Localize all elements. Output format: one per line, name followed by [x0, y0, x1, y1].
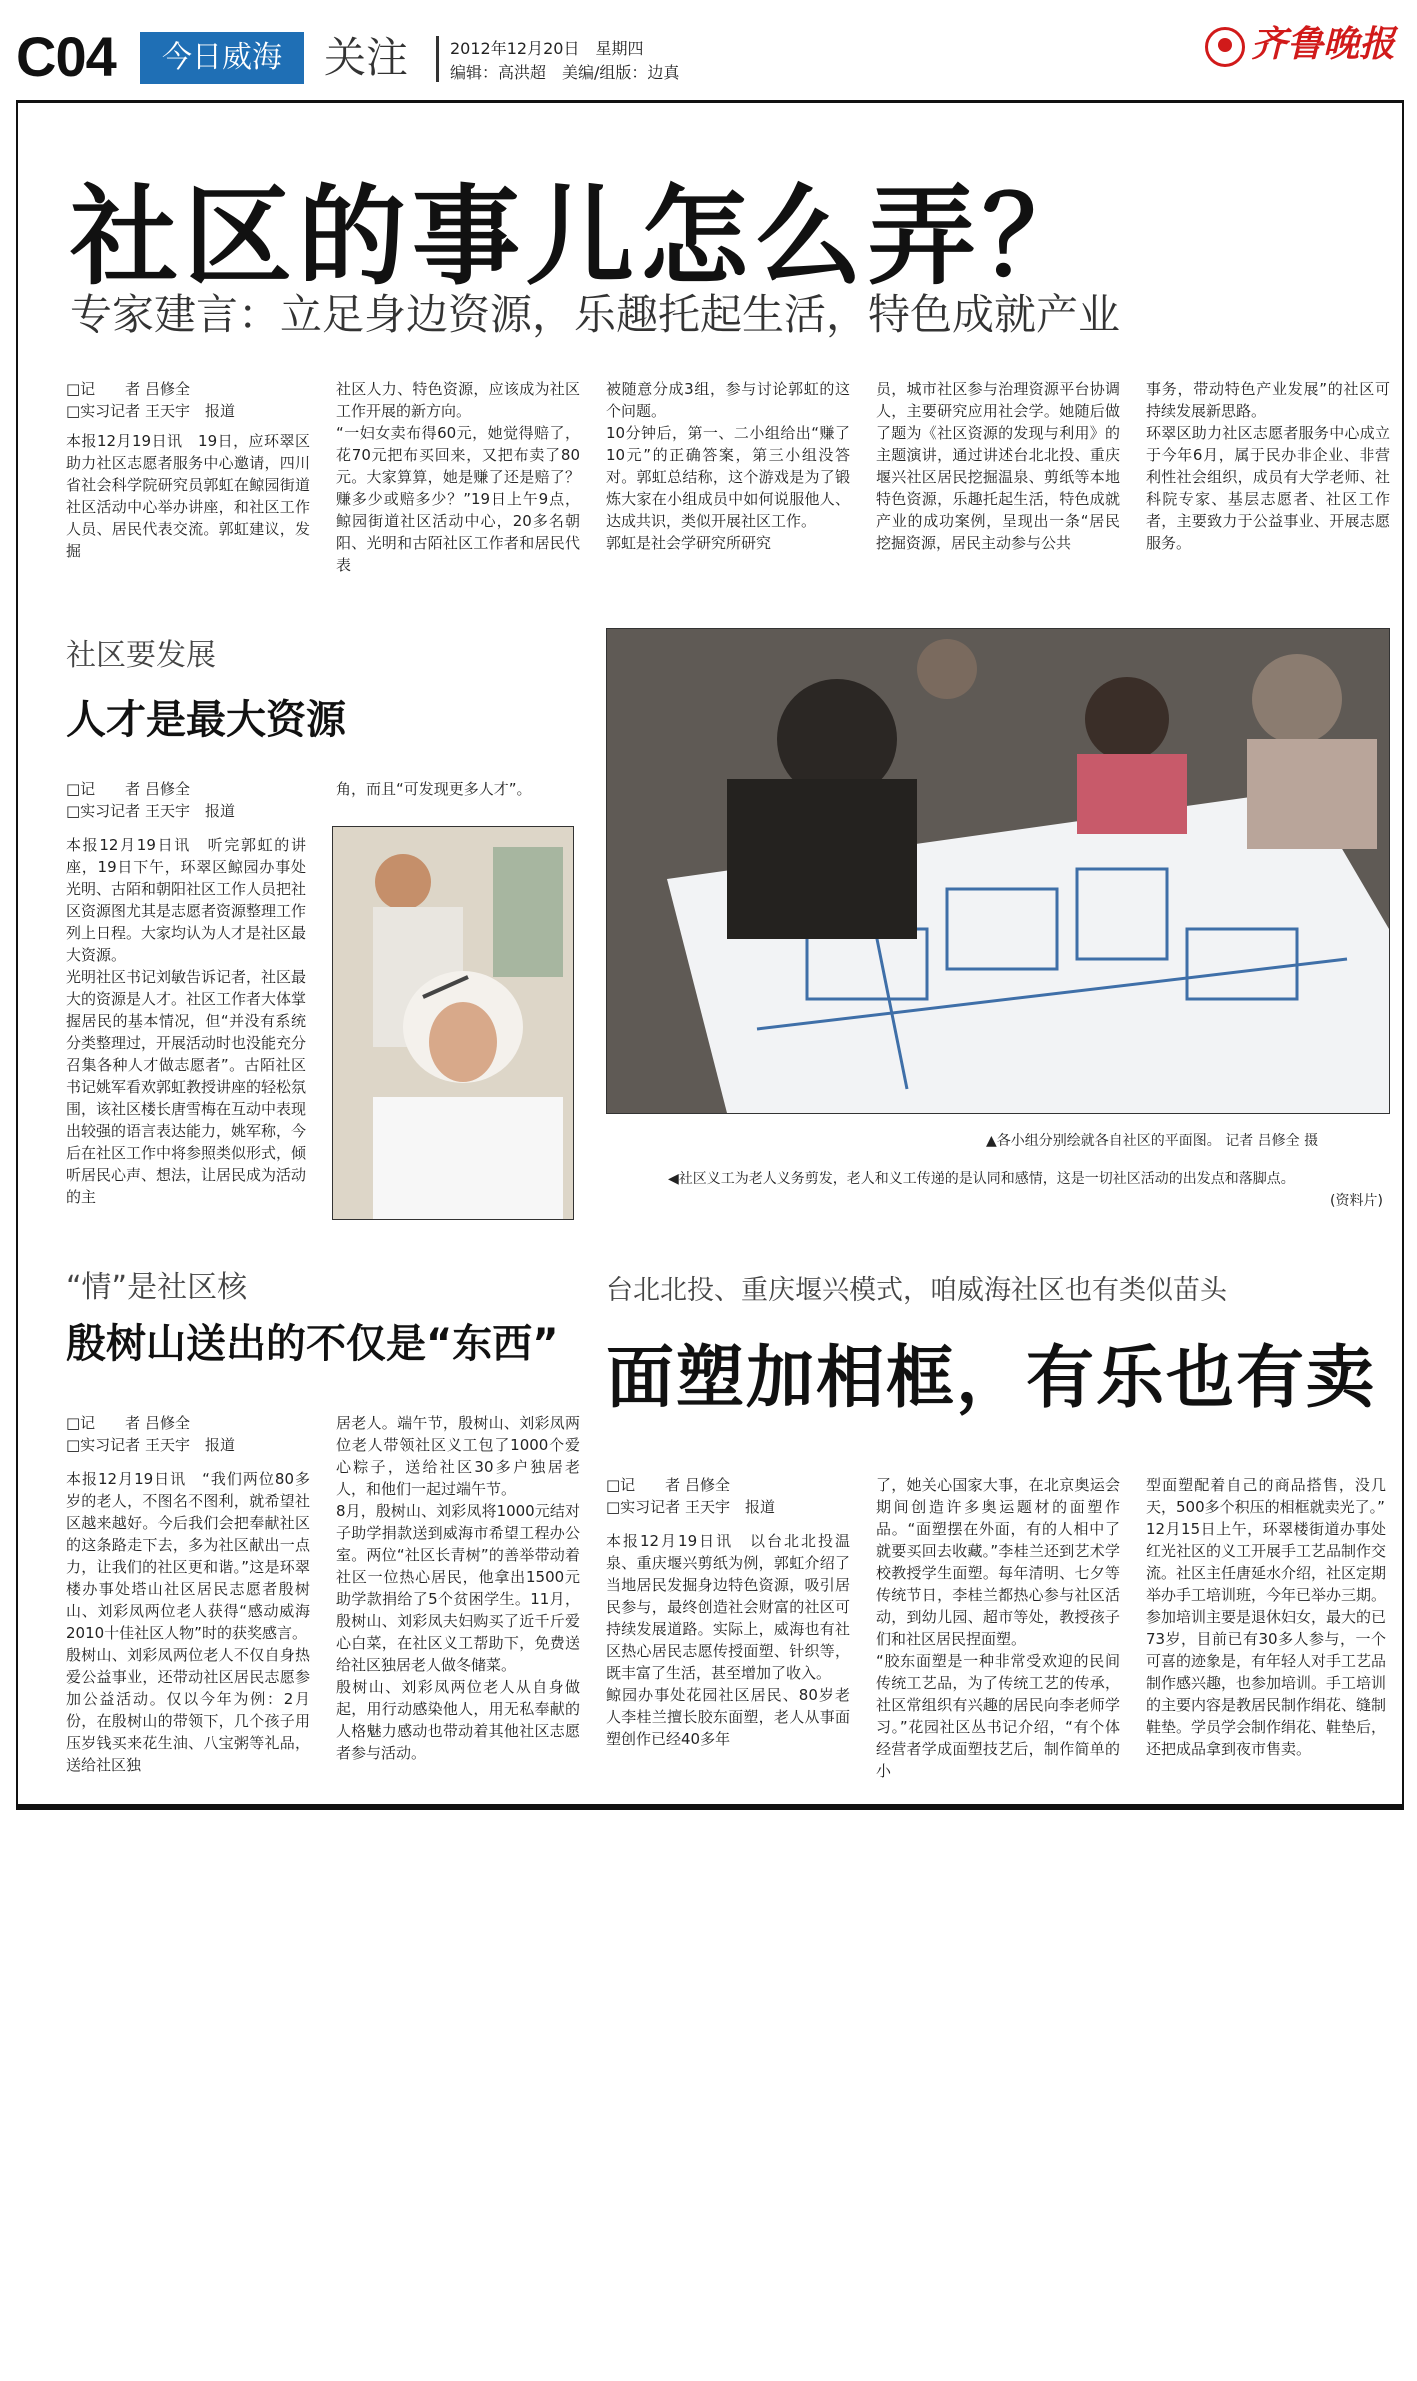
mask-byline: □记 者 吕修全 □实习记者 王天宇 报道 [606, 1476, 775, 1516]
date-line: 2012年12月20日 星期四 [450, 39, 644, 58]
yin-col-1: 本报12月19日讯 “我们两位80多岁的老人，不图名不图利，就希望社区越来越好。今后我们会把奉献社区的这条路走下去，多为社区献出一点力，让我们的社区更和谐。”这是环翠楼办事处塔山社区居民志愿者殷树山、刘彩凤两位老人获得“感动威海2010十佳社区人物”时的获奖感言。 殷树山、刘彩凤两位老人不仅自身热爱公益事业，还带动社区居民志愿参加公益活动。仅以今年为例：2月份，在殷树山的带领下，几个孩子用压岁钱买来花生油、八宝粥等礼品，送给社区独 [66, 1470, 310, 1774]
main-col-4: 员，城市社区参与治理资源平台协调人，主要研究应用社会学。她随后做了题为《社区资源的发现与利用》的主题演讲，通过讲述台北北投、重庆堰兴社区居民挖掘温泉、剪纸等本地特色资源，乐趣托起生活，特色成就产业的成功案例，呈现出一条“居民挖掘资源，居民主动参与公共 [876, 380, 1120, 552]
main-col-2: 社区人力、特色资源，应该成为社区工作开展的新方向。 “一妇女卖布得60元，她觉得赔了，花70元把布买回来，又把布卖了80元。大家算算，她是赚了还是赔了？赚多少或赔多少？”19日上午9点，鲸园街道社区活动中心，20多名朝阳、光明和古陌社区工作者和居民代表 [336, 380, 580, 574]
big-photo-caption: ▲各小组分别绘就各自社区的平面图。 记者 吕修全 摄 [986, 1133, 1319, 1149]
page-number: C04 [16, 25, 116, 88]
editor-line: 编辑：高洪超 美编/组版：边真 [450, 63, 680, 82]
main-col-1: 本报12月19日讯 19日，应环翠区助力社区志愿者服务中心邀请，四川省社会科学院研究员郭虹在鲸园街道社区活动中心举办讲座，和社区工作人员、居民代表交流。郭虹建议，发掘 [66, 432, 310, 560]
yin-byline: □记 者 吕修全 □实习记者 王天宇 报道 [66, 1414, 235, 1454]
talent-kicker: 社区要发展 [66, 638, 216, 673]
mask-col-3: 型面塑配着自己的商品搭售，没几天，500多个积压的相框就卖光了。” 12月15日上午，环翠楼街道办事处红光社区的义工开展手工艺品制作交流。社区主任唐延水介绍，社区定期举办手工培训班，今年已举办三期。参加培训主要是退休妇女，最大的已73岁，目前已有30多人参与，一个可喜的迹象是，有年轻人对手工艺品制作感兴趣，也参加培训。手工培训的主要内容是教居民制作绢花、缝制鞋垫。学员学会制作绢花、鞋垫后，还把成品拿到夜市售卖。 [1146, 1476, 1387, 1758]
yin-kicker: “情”是社区核 [66, 1270, 248, 1305]
column-name: 关注 [324, 33, 409, 82]
main-col-5: 事务，带动特色产业发展”的社区可持续发展新思路。 环翠区助力社区志愿者服务中心成立于今年6月，属于民办非企业、非营利性社会组织，成员有大学老师、社科院专家、基层志愿者、社区工作者，主要致力于公益事业、开展志愿服务。 [1146, 380, 1390, 552]
main-col-3: 被随意分成3组，参与讨论郭虹的这个问题。 10分钟后，第一、二小组给出“赚了10元”的正确答案，第三小组没答对。郭虹总结称，这个游戏是为了锻炼大家在小组成员中如何说服他人、达成共识，类似开展社区工作。 郭虹是社会学研究所研究 [606, 380, 850, 552]
small-photo-credit: (资料片) [1330, 1193, 1383, 1209]
talent-body-cont: 角，而且“可发现更多人才”。 [336, 780, 532, 798]
haircut-photo [332, 826, 574, 1220]
main-subtitle: 专家建言：立足身边资源，乐趣托起生活，特色成就产业 [70, 290, 1121, 339]
talent-body: 本报12月19日讯 听完郭虹的讲座，19日下午，环翠区鲸园办事处光明、古陌和朝阳社区工作人员把社区资源图尤其是志愿者资源整理工作列上日程。大家均认为人才是社区最大资源。 光明社区书记刘敏告诉记者，社区最大的资源是人才。社区工作者大体掌握居民的基本情况，但“并没有系统分类整理过，开展活动时也没能充分召集各种人才做志愿者”。古陌社区书记姚军看欢郭虹教授讲座的轻松氛围，该社区楼长唐雪梅在互动中表现出较强的语言表达能力，姚军称，今后在社区工作中将参照类似形式，倾听居民心声、想法，让居民成为活动的主 [66, 836, 307, 1206]
small-photo-caption: ◀社区义工为老人义务剪发，老人和义工传递的是认同和感情，这是一切社区活动的出发点和落脚点。 [668, 1171, 1295, 1187]
map-drawing-photo-art [607, 629, 1389, 1113]
section-tab: 今日威海 [140, 32, 304, 84]
mask-kicker: 台北北投、重庆堰兴模式，咱威海社区也有类似苗头 [606, 1275, 1227, 1306]
map-drawing-photo [606, 628, 1390, 1114]
main-byline: □记 者 吕修全 □实习记者 王天宇 报道 [66, 380, 235, 420]
talent-headline: 人才是最大资源 [66, 697, 346, 743]
header-divider [436, 36, 439, 82]
haircut-photo-art [333, 827, 573, 1219]
yin-col-2: 居老人。端午节，殷树山、刘彩凤两位老人带领社区义工包了1000个爱心粽子，送给社区30多户独居老人，和他们一起过端午节。 8月，殷树山、刘彩凤将1000元结对子助学捐款送到威海市希望工程办公室。两位“社区长青树”的善举带动着社区一位热心居民，他拿出1500元助学款捐给了5个贫困学生。11月，殷树山、刘彩凤夫妇购买了近千斤爱心白菜，在社区义工帮助下，免费送给社区独居老人做冬储菜。 殷树山、刘彩凤两位老人从自身做起，用行动感染他人，用无私奉献的人格魅力感动也带动着其他社区志愿者参与活动。 [336, 1414, 580, 1762]
logo-icon [1205, 27, 1245, 67]
mask-col-1: 本报12月19日讯 以台北北投温泉、重庆堰兴剪纸为例，郭虹介绍了当地居民发掘身边特色资源，吸引居民参与，最终创造社会财富的社区可持续发展道路。实际上，威海也有社区热心居民志愿传授面塑、针织等，既丰富了生活，甚至增加了收入。 鲸园办事处花园社区居民、80岁老人李桂兰擅长胶东面塑，老人从事面塑创作已经40多年 [606, 1532, 850, 1748]
logo-text: 齐鲁晚报 [1251, 23, 1396, 65]
yin-headline: 殷树山送出的不仅是“东西” [66, 1321, 559, 1367]
mask-col-2: 了，她关心国家大事，在北京奥运会期间创造许多奥运题材的面塑作品。“面塑摆在外面，有的人相中了就要买回去收藏。”李桂兰还到艺术学校教授学生面塑。每年清明、七夕等传统节日，李桂兰都热心参与社区活动，到幼儿园、超市等处，教授孩子们和社区居民捏面塑。 “胶东面塑是一种非常受欢迎的民间传统工艺品，为了传统工艺的传承，社区常组织有兴趣的居民向李老师学习。”花园社区丛书记介绍，“有个体经营者学成面塑技艺后，制作简单的小 [876, 1476, 1120, 1780]
mask-headline: 面塑加相框，有乐也有卖 [606, 1339, 1377, 1418]
talent-byline: □记 者 吕修全 □实习记者 王天宇 报道 [66, 780, 235, 820]
newspaper-logo [1205, 16, 1405, 68]
main-headline: 社区的事儿怎么弄？ [70, 175, 1097, 300]
